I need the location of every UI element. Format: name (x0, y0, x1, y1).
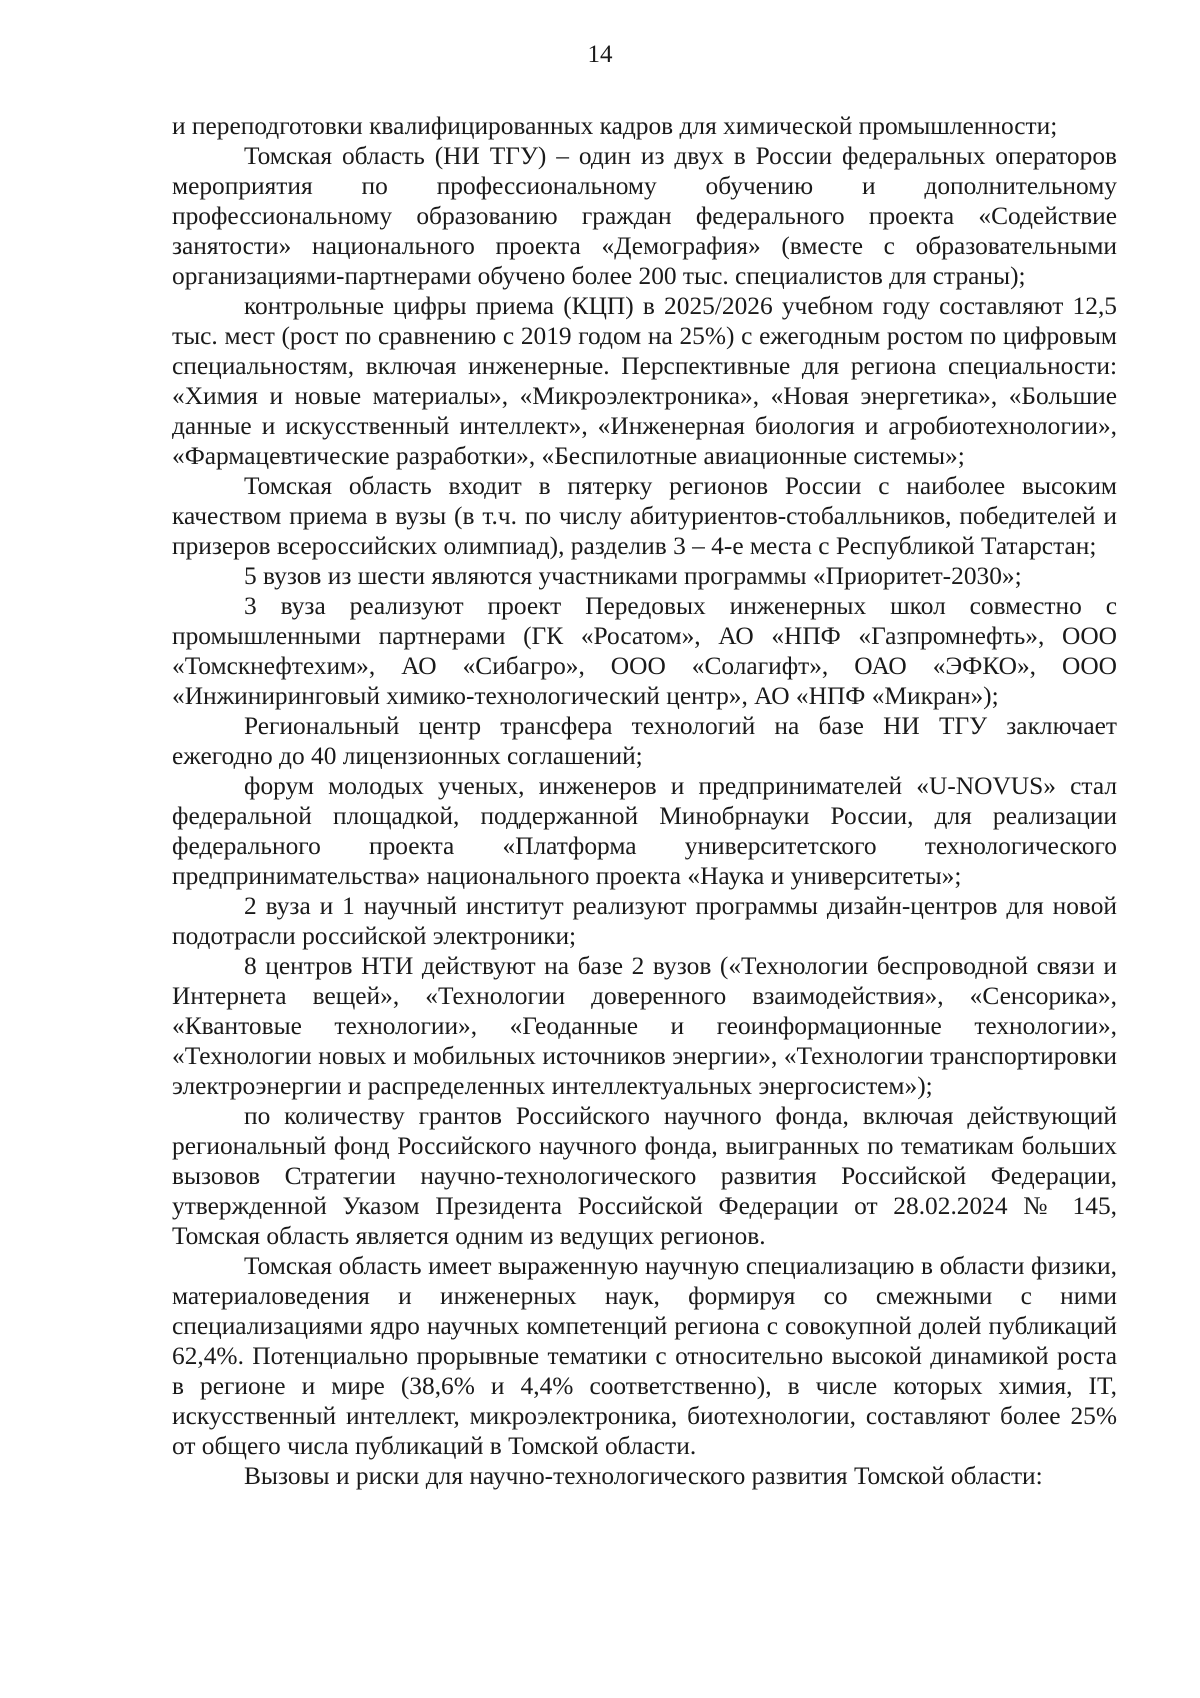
paragraph: Томская область (НИ ТГУ) – один из двух в России федеральных операторов мероприятия по профессиональному обучению и дополнительному профессиональному образованию граждан федерального проекта «Содействие занятости» национального проекта «Демография» (вместе с образовательными организациями-партнерами обучено более 200 тыс. специалистов для страны); (172, 142, 1117, 290)
paragraph: 3 вуза реализуют проект Передовых инженерных школ совместно с промышленными партнерами (ГК «Росатом», АО «НПФ «Газпромнефть», ООО «Томскнефтехим», АО «Сибагро», ООО «Солагифт», ОАО «ЭФКО», ООО «Инжиниринговый химико-технологический центр», АО «НПФ «Микран»); (172, 592, 1117, 710)
paragraph: по количеству грантов Российского научного фонда, включая действующий региональный фонд Российского научного фонда, выигранных по тематикам больших вызовов Стратегии научно-технологического развития Российской Федерации, утвержденной Указом Президента Российской Федерации от 28.02.2024 № 145, Томская область является одним из ведущих регионов. (172, 1102, 1117, 1250)
paragraph: форум молодых ученых, инженеров и предпринимателей «U-NOVUS» стал федеральной площадкой, поддержанной Минобрнауки России, для реализации федерального проекта «Платформа университетского технологического предпринимательства» национального проекта «Наука и университеты»; (172, 772, 1117, 890)
paragraph: 2 вуза и 1 научный институт реализуют программы дизайн-центров для новой подотрасли российской электроники; (172, 892, 1117, 950)
paragraph: Томская область входит в пятерку регионов России с наиболее высоким качеством приема в вузы (в т.ч. по числу абитуриентов-стобалльников, победителей и призеров всероссийских олимпиад), разделив 3 – 4-е места с Республикой Татарстан; (172, 472, 1117, 560)
paragraph: Томская область имеет выраженную научную специализацию в области физики, материаловедения и инженерных наук, формируя со смежными с ними специализациями ядро научных компетенций региона с совокупной долей публикаций 62,4%. Потенциально прорывные тематики с относительно высокой динамикой роста в регионе и мире (38,6% и 4,4% соответственно), в числе которых химия, IT, искусственный интеллект, микроэлектроника, биотехнологии, составляют более 25% от общего числа публикаций в Томской области. (172, 1252, 1117, 1460)
paragraph: Региональный центр трансфера технологий на базе НИ ТГУ заключает ежегодно до 40 лицензионных соглашений; (172, 712, 1117, 770)
paragraph: Вызовы и риски для научно-технологического развития Томской области: (244, 1462, 1043, 1490)
paragraph: 8 центров НТИ действуют на базе 2 вузов («Технологии беспроводной связи и Интернета вещей», «Технологии доверенного взаимодействия», «Сенсорика», «Квантовые технологии», «Геоданные и геоинформационные технологии», «Технологии новых и мобильных источников энергии», «Технологии транспортировки электроэнергии и распределенных интеллектуальных энергосистем»); (172, 952, 1117, 1100)
paragraph: 5 вузов из шести являются участниками программы «Приоритет-2030»; (244, 562, 1022, 590)
page-number: 14 (587, 41, 613, 68)
body-text (172, 111, 1117, 1491)
paragraph: и переподготовки квалифицированных кадров для химической промышленности; (172, 112, 1058, 140)
paragraph: контрольные цифры приема (КЦП) в 2025/2026 учебном году составляют 12,5 тыс. мест (рост по сравнению с 2019 годом на 25%) с ежегодным ростом по цифровым специальностям, включая инженерные. Перспективные для региона специальности: «Химия и новые материалы», «Микроэлектроника», «Новая энергетика», «Большие данные и искусственный интеллект», «Инженерная биология и агробиотехнологии», «Фармацевтические разработки», «Беспилотные авиационные системы»; (172, 292, 1117, 470)
